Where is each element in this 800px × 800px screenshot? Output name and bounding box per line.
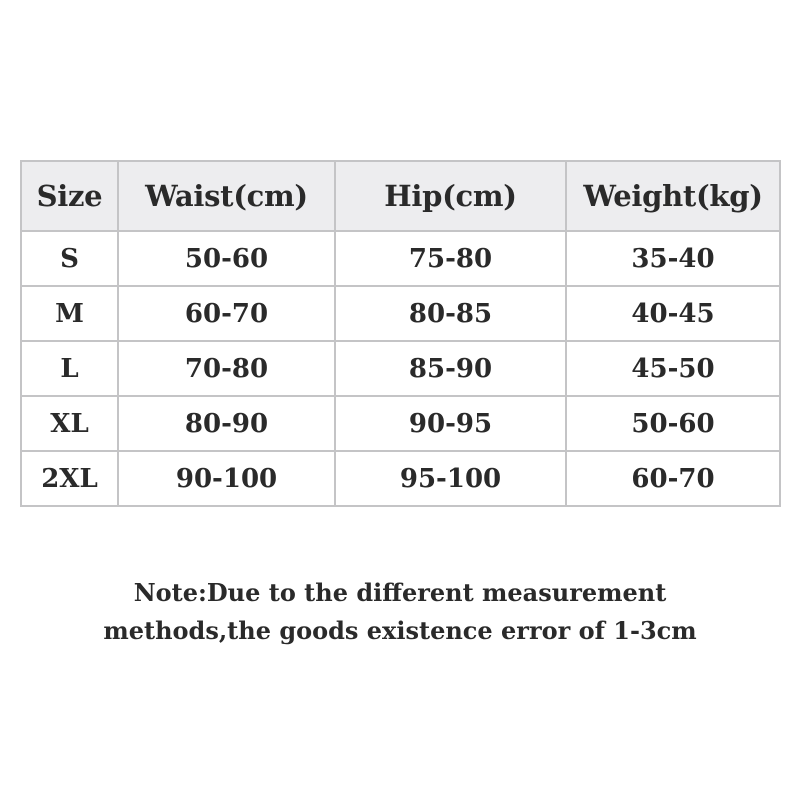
- cell-weight: 50-60: [566, 396, 780, 451]
- table-row: [21, 451, 780, 506]
- cell-size: XL: [21, 396, 118, 451]
- cell-waist: 70-80: [118, 341, 335, 396]
- cell-hip: 75-80: [335, 231, 566, 286]
- header-hip: Hip(cm): [335, 161, 566, 231]
- cell-waist: 50-60: [118, 231, 335, 286]
- cell-size: M: [21, 286, 118, 341]
- note-line-1: Note:Due to the different measurement: [133, 578, 667, 607]
- table-row: [21, 341, 780, 396]
- size-chart-table: [20, 160, 781, 507]
- table-header-row: [21, 161, 780, 231]
- cell-waist: 60-70: [118, 286, 335, 341]
- cell-weight: 35-40: [566, 231, 780, 286]
- cell-hip: 80-85: [335, 286, 566, 341]
- cell-weight: 45-50: [566, 341, 780, 396]
- cell-waist: 90-100: [118, 451, 335, 506]
- cell-size: S: [21, 231, 118, 286]
- cell-waist: 80-90: [118, 396, 335, 451]
- cell-weight: 60-70: [566, 451, 780, 506]
- header-waist: Waist(cm): [118, 161, 335, 231]
- table-row: [21, 286, 780, 341]
- header-weight: Weight(kg): [566, 161, 780, 231]
- table-row: [21, 231, 780, 286]
- cell-hip: 90-95: [335, 396, 566, 451]
- cell-hip: 95-100: [335, 451, 566, 506]
- header-size: Size: [21, 161, 118, 231]
- cell-size: 2XL: [21, 451, 118, 506]
- table-row: [21, 396, 780, 451]
- note-line-2: methods,the goods existence error of 1-3cm: [103, 616, 697, 645]
- cell-hip: 85-90: [335, 341, 566, 396]
- measurement-note: [0, 574, 800, 650]
- cell-weight: 40-45: [566, 286, 780, 341]
- cell-size: L: [21, 341, 118, 396]
